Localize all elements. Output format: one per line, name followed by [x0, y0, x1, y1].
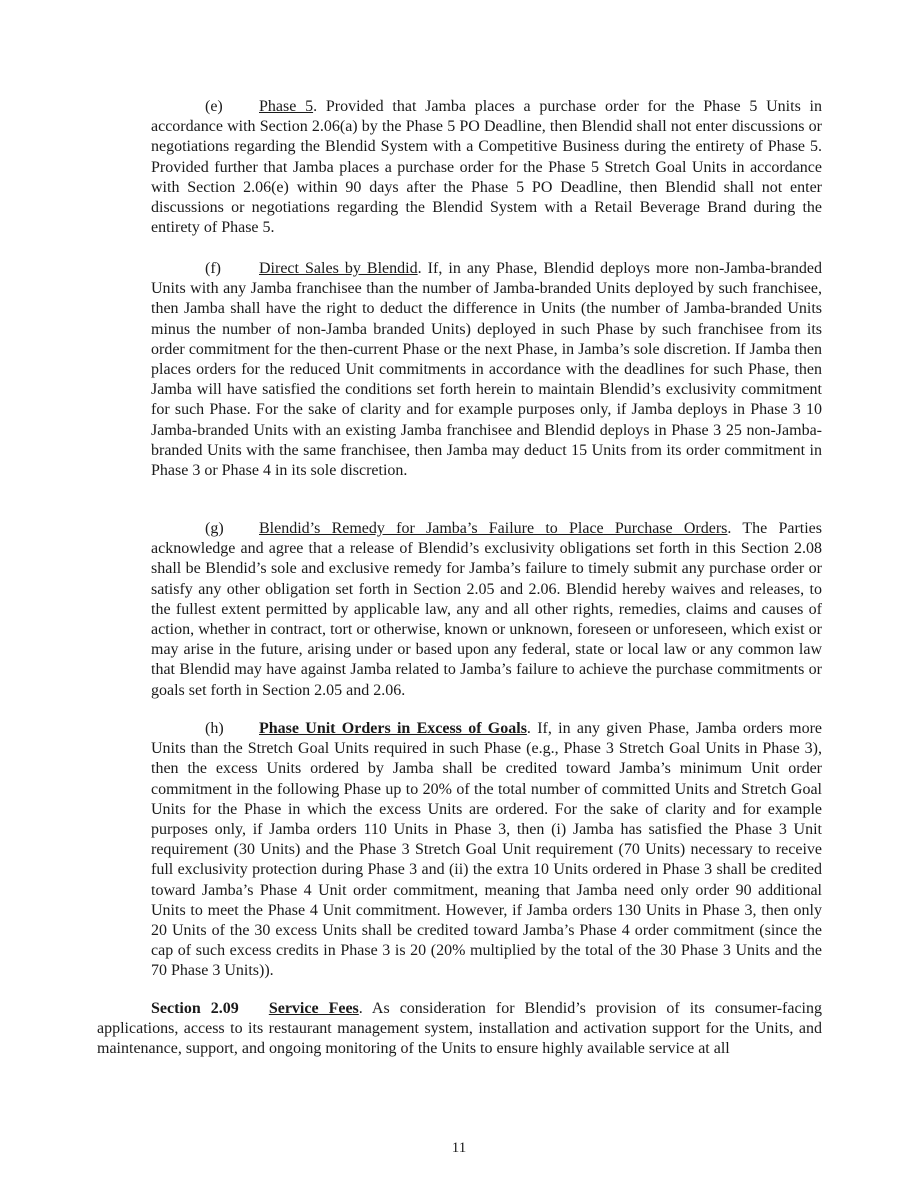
paragraph-g: [151, 519, 822, 701]
paragraph-body: Provided that Jamba places a purchase order for the Phase 5 Units in accordance with Section 2.06(a) by the Phase 5 PO Deadline, then Blendid shall not enter discussions or negotiations regarding the Blendid System with a Competitive Business during the entirety of Phase 5. Provided further that Jamba places a purchase order for the Phase 5 Stretch Goal Units in accordance with Section 2.06(e) within 90 days after the Phase 5 PO Deadline, then Blendid shall not enter discussions or negotiations regarding the Blendid System with a Retail Beverage Brand during the entirety of Phase 5.: [151, 98, 823, 237]
section-body: As consideration for Blendid’s provision of its consumer-facing applications, access to its restaurant management system, installation and activation support for the Units, and maintenance, support, and ongoing monitoring of the Units to ensure highly available service at all: [97, 1000, 823, 1058]
heading-punct: .: [417, 260, 428, 277]
paragraph-body: If, in any Phase, Blendid deploys more non-Jamba-branded Units with any Jamba franchisee than the number of Jamba-branded Units deployed by such franchisee, then Jamba shall have the right to deduct the difference in Units (the number of Jamba-branded Units minus the number of non-Jamba branded Units) deployed in such Phase by such franchisee from its order commitment for the then-current Phase or the next Phase, in Jamba’s sole discretion. If Jamba then places orders for the reduced Unit commitments in accordance with the deadlines for such Phase, then Jamba will have satisfied the conditions set forth herein to maintain Blendid’s exclusivity commitment for such Phase. For the sake of clarity and for example purposes only, if Jamba deploys in Phase 3 10 Jamba-branded Units with an existing Jamba franchisee and Blendid deploys in Phase 3 25 non-Jamba-branded Units with the same franchisee, then Jamba may deduct 15 Units from its order commitment in Phase 3 or Phase 4 in its sole discretion.: [151, 260, 823, 480]
paragraph-heading: Direct Sales by Blendid: [259, 260, 418, 277]
heading-punct: .: [313, 98, 326, 115]
paragraph-label: (h): [205, 720, 224, 737]
paragraph-label: (e): [205, 98, 223, 115]
section-number: Section 2.09: [151, 1000, 239, 1017]
heading-punct: .: [358, 1000, 372, 1017]
paragraph-h: [151, 719, 822, 982]
paragraph-heading: Blendid’s Remedy for Jamba’s Failure to Place Purchase Orders: [259, 520, 728, 537]
page-number: 11: [451, 1140, 467, 1156]
section-heading: Service Fees: [268, 1000, 359, 1017]
paragraph-heading: Phase Unit Orders in Excess of Goals: [259, 720, 527, 737]
paragraph-heading: Phase 5: [259, 98, 314, 115]
paragraph-body: The Parties acknowledge and agree that a release of Blendid’s exclusivity obligations set forth in this Section 2.08 shall be Blendid’s sole and exclusive remedy for Jamba’s failure to timely submit any purchase order or satisfy any other obligation set forth in Section 2.05 and 2.06. Blendid hereby waives and releases, to the fullest extent permitted by applicable law, any and all other rights, remedies, claims and causes of action, whether in contract, tort or otherwise, known or unknown, foreseen or unforeseen, which exist or may arise in the future, arising under or based upon any federal, state or local law or any common law that Blendid may have against Jamba related to Jamba’s failure to achieve the purchase commitments or goals set forth in Section 2.05 and 2.06.: [151, 520, 823, 699]
paragraph-label: (f): [205, 260, 221, 277]
heading-punct: .: [727, 520, 743, 537]
paragraph-f: [151, 259, 822, 481]
paragraph-label: (g): [205, 520, 224, 537]
section-2-09: [97, 999, 822, 1060]
paragraph-body: If, in any given Phase, Jamba orders more Units than the Stretch Goal Units required in such Phase (e.g., Phase 3 Stretch Goal Units in Phase 3), then the excess Units ordered by Jamba shall be credited toward Jamba’s minimum Unit order commitment in the following Phase up to 20% of the total number of committed Units and Stretch Goal Units for the Phase in which the excess Units are ordered. For the sake of clarity and for example purposes only, if Jamba orders 110 Units in Phase 3, then (i) Jamba has satisfied the Phase 3 Unit requirement (30 Units) and the Phase 3 Stretch Goal Unit requirement (70 Units) necessary to receive full exclusivity protection during Phase 3 and (ii) the extra 10 Units ordered in Phase 3 shall be credited toward Jamba’s Phase 4 Unit order commitment, meaning that Jamba need only order 90 additional Units to meet the Phase 4 Unit commitment. However, if Jamba orders 130 Units in Phase 3, then only 20 Units of the 30 excess Units shall be credited toward Jamba’s Phase 4 order commitment (since the cap of such excess credits in Phase 3 is 20 (20% multiplied by the total of the 30 Phase 3 Units and the 70 Phase 3 Units)).: [151, 720, 823, 980]
heading-punct: .: [526, 720, 538, 737]
paragraph-e: [151, 97, 822, 238]
